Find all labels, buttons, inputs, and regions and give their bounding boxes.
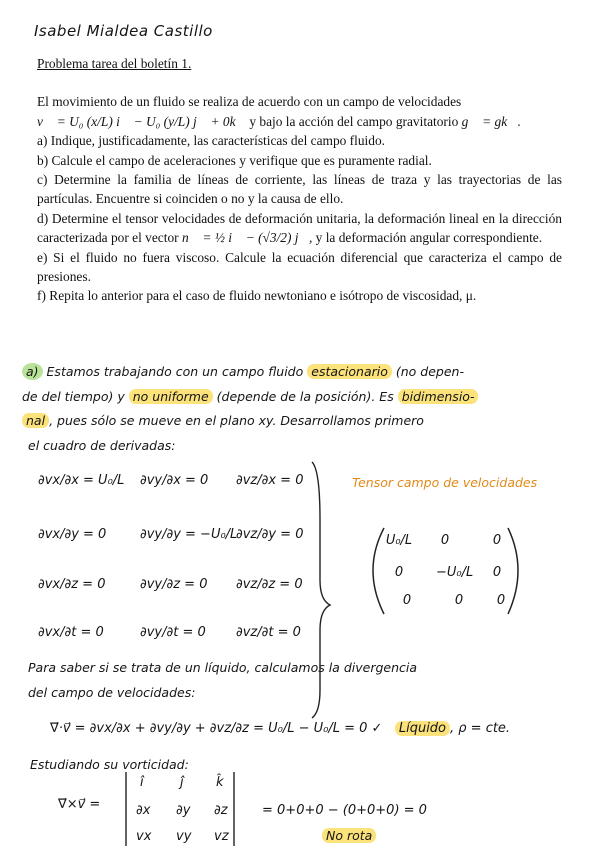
deriv-0-2: ∂vz/∂x = 0	[236, 473, 304, 488]
matrix-2-1: 0	[454, 593, 464, 608]
highlight-estacionario: estacionario	[307, 364, 392, 379]
deriv-3-2: ∂vz/∂t = 0	[236, 625, 301, 640]
curl-1-1: ∂y	[176, 803, 191, 818]
curl-0-0: î	[140, 775, 144, 790]
gravity-field: g⃗ = gk⃗.	[461, 113, 521, 129]
highlight-no-rota: No rota	[322, 828, 376, 843]
matrix-0-2: 0	[492, 533, 502, 548]
item-c: c) Determine la familia de líneas de corriente, las líneas de traza y las trayectorias de las partículas. Encuentre si coinciden o no y la causa de ello.	[37, 172, 562, 207]
curl-2-2: vz	[214, 829, 229, 844]
notes-text: Estamos trabajando con un campo fluido	[46, 364, 304, 379]
highlight-liquido: Líquido	[395, 721, 450, 736]
matrix-0-0: U₀/L	[385, 533, 413, 548]
deriv-3-1: ∂vy/∂t = 0	[140, 625, 206, 640]
curl-1-2: ∂z	[214, 803, 228, 818]
item-b: b) Calcule el campo de aceleraciones y verifique que es puramente radial.	[37, 152, 432, 168]
matrix-0-1: 0	[440, 533, 450, 548]
div-intro-1: Para saber si se trata de un líquido, calculamos la divergencia	[28, 660, 418, 675]
author-signature: Isabel Mialdea Castillo	[34, 22, 213, 40]
curl-result: = 0+0+0 − (0+0+0) = 0	[262, 803, 427, 818]
marker-a: a)	[22, 363, 43, 380]
deriv-2-2: ∂vz/∂z = 0	[236, 577, 303, 592]
div-eq-text: ∇⃗·v⃗ = ∂vx/∂x + ∂vy/∂y + ∂vz/∂z = U₀/L − U₀/L = 0 ✓	[50, 721, 383, 736]
item-d-text: d) Determine el tensor velocidades de deformación unitaria, la deformación lineal en la dirección caracterizada por el vector	[37, 210, 562, 246]
curl-lhs: ∇⃗×v⃗ =	[58, 797, 101, 812]
gravity-text: y bajo la acción del campo gravitatorio	[249, 113, 459, 129]
matrix-1-1: −U₀/L	[436, 565, 474, 580]
notes-text: (depende de la posición). Es	[216, 389, 394, 404]
problem-intro: El movimiento de un fluido se realiza de acuerdo con un campo de velocidades	[37, 94, 462, 110]
curl-1-0: ∂x	[136, 803, 151, 818]
curl-2-0: vx	[136, 829, 152, 844]
notes-text: (no depen-	[395, 364, 464, 379]
matrix-right-paren	[508, 528, 518, 614]
matrix-2-2: 0	[496, 593, 506, 608]
curl-2-1: vy	[176, 829, 192, 844]
deriv-0-0: ∂vx/∂x = U₀/L	[38, 473, 125, 488]
notes-text: de del tiempo) y	[22, 389, 125, 404]
curl-0-2: k̂	[216, 775, 224, 790]
deriv-1-0: ∂vx/∂y = 0	[38, 527, 107, 542]
tensor-label: Tensor campo de velocidades	[352, 475, 538, 490]
item-a: a) Indique, justificadamente, las características del campo fluido.	[37, 133, 386, 149]
problem-heading: Problema tarea del boletín 1.	[37, 56, 192, 71]
deriv-1-2: ∂vz/∂y = 0	[236, 527, 304, 542]
deriv-1-1: ∂vy/∂y = −U₀/L	[140, 527, 238, 542]
item-f: f) Repita lo anterior para el caso de fluido newtoniano e isótropo de viscosidad, μ.	[37, 288, 477, 304]
vort-intro: Estudiando su vorticidad:	[30, 757, 189, 772]
highlight-nal: nal	[22, 413, 49, 428]
notes-text: , pues sólo se mueve en el plano xy. Desarrollamos primero	[49, 413, 424, 428]
matrix-1-0: 0	[394, 565, 404, 580]
highlight-bidimensional: bidimensio-	[398, 389, 479, 404]
matrix-left-paren	[373, 528, 384, 614]
div-intro-2: del campo de velocidades:	[28, 685, 196, 700]
div-rho: , ρ = cte.	[450, 721, 511, 736]
item-e: e) Si el fluido no fuera viscoso. Calcule la ecuación diferencial que caracteriza el campo de presiones.	[37, 249, 562, 285]
matrix-2-0: 0	[402, 593, 412, 608]
curl-0-1: ĵ	[180, 775, 184, 790]
deriv-0-1: ∂vy/∂x = 0	[140, 473, 209, 488]
deriv-3-0: ∂vx/∂t = 0	[38, 625, 104, 640]
derivatives-brace	[312, 462, 330, 718]
item-d-tail: y la deformación angular correspondiente.	[315, 230, 543, 246]
vector-n: n⃗ = ½ i⃗ − (√3/2) j⃗,	[181, 230, 313, 246]
deriv-2-0: ∂vx/∂z = 0	[38, 577, 106, 592]
notes-text: el cuadro de derivadas:	[28, 438, 176, 453]
highlight-no-uniforme: no uniforme	[129, 389, 213, 404]
matrix-1-2: 0	[492, 565, 502, 580]
deriv-2-1: ∂vy/∂z = 0	[140, 577, 208, 592]
velocity-field: v⃗ = U₀ (x/L) i⃗ − U₀ (y/L) j⃗ + 0k⃗	[37, 113, 246, 129]
